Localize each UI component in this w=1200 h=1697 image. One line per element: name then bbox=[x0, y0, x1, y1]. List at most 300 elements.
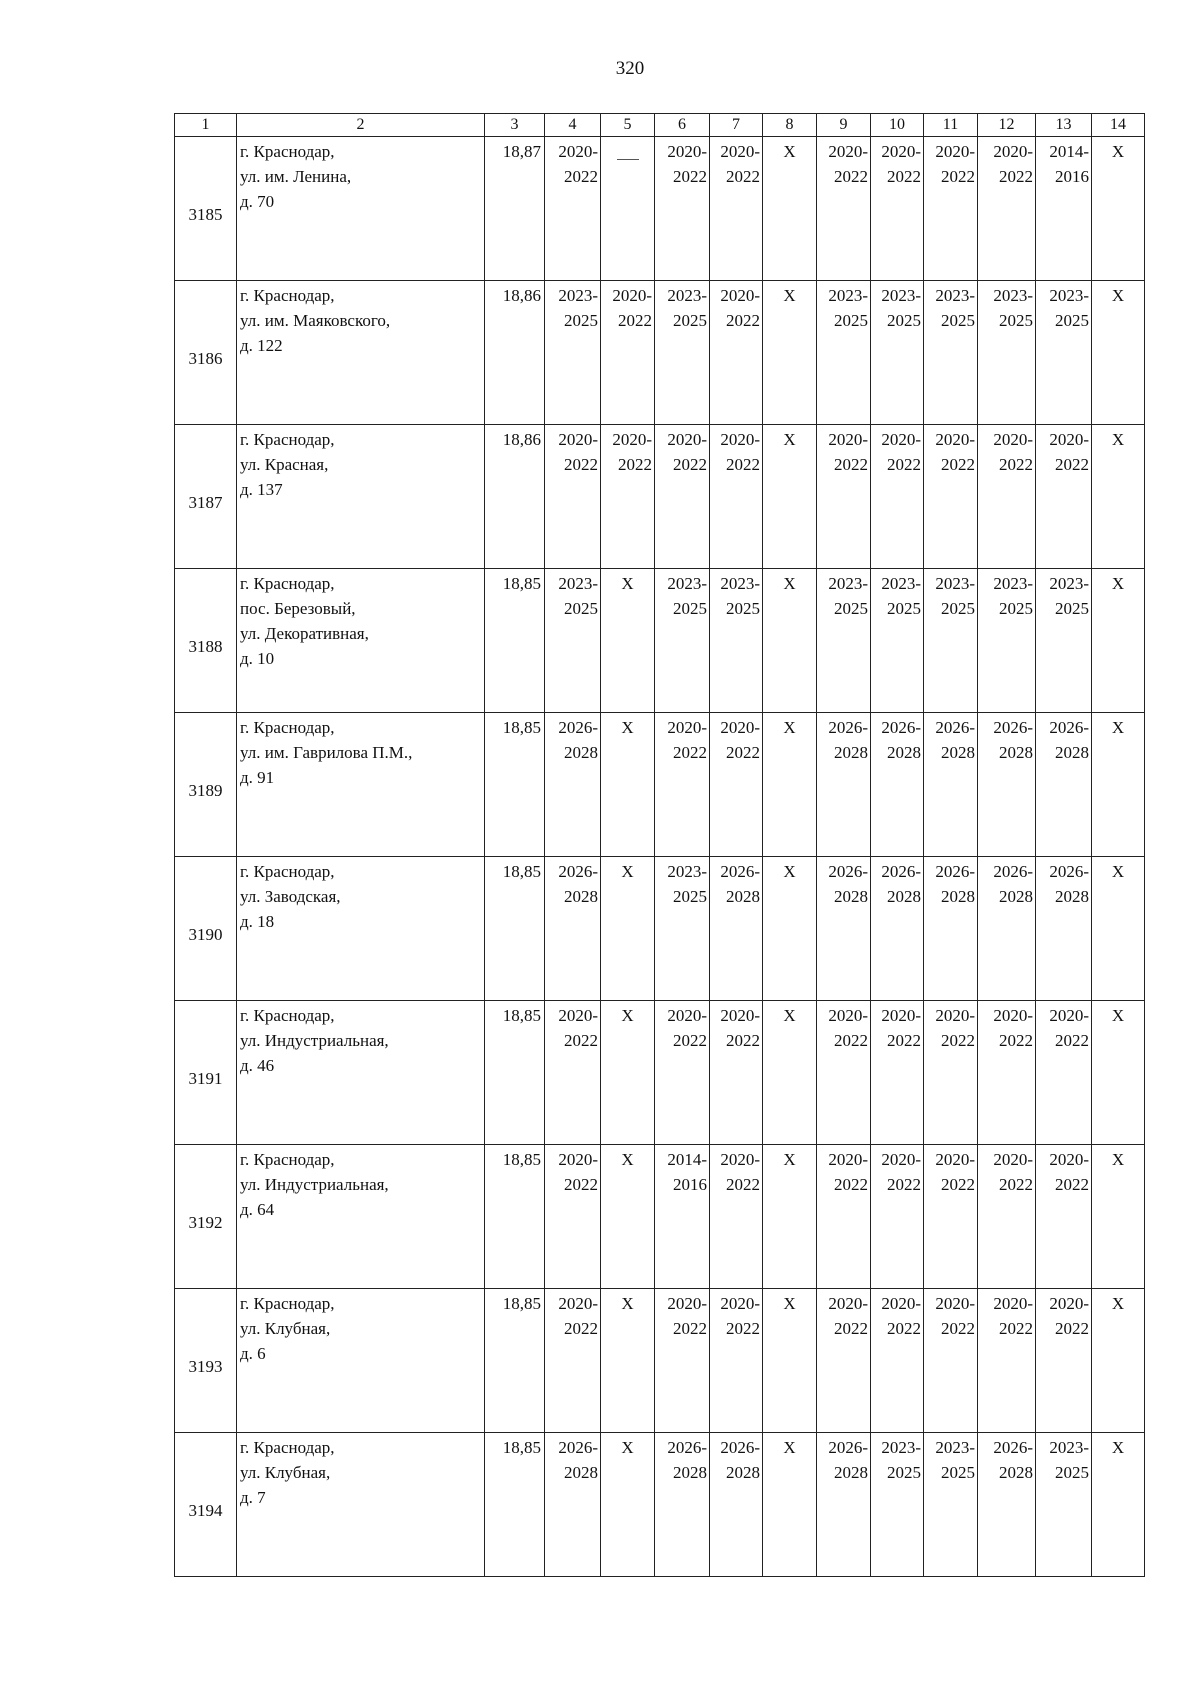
period-part: 2023- bbox=[935, 574, 975, 593]
period-part: 2020- bbox=[667, 430, 707, 449]
not-applicable-mark-c5: X bbox=[601, 1433, 655, 1577]
period-cell-c12 bbox=[978, 1145, 1036, 1289]
period-cell-c11 bbox=[924, 1433, 978, 1577]
empty-dash-cell bbox=[601, 137, 655, 281]
address-line: ул. Декоративная, bbox=[240, 624, 369, 643]
period-cell-c12 bbox=[978, 713, 1036, 857]
period-part: 2028 bbox=[673, 1463, 707, 1482]
period-part: 2025 bbox=[564, 311, 598, 330]
period-part: 2023- bbox=[881, 286, 921, 305]
address-line: д. 122 bbox=[240, 336, 283, 355]
period-part: 2016 bbox=[1055, 167, 1089, 186]
period-part: 2020- bbox=[720, 718, 760, 737]
period-part: 2026- bbox=[720, 1438, 760, 1457]
period-part: 2020- bbox=[993, 1006, 1033, 1025]
period-cell-c10 bbox=[871, 137, 924, 281]
period-part: 2020- bbox=[720, 430, 760, 449]
period-part: 2022 bbox=[834, 1031, 868, 1050]
period-cell-c6 bbox=[655, 1433, 710, 1577]
period-part: 2022 bbox=[887, 1319, 921, 1338]
not-applicable-mark-c5: X bbox=[601, 713, 655, 857]
period-cell-c6 bbox=[655, 425, 710, 569]
period-part: 2023- bbox=[667, 862, 707, 881]
period-part: 2028 bbox=[1055, 887, 1089, 906]
address-line: г. Краснодар, bbox=[240, 142, 335, 161]
period-part: 2022 bbox=[564, 1031, 598, 1050]
period-part: 2023- bbox=[993, 286, 1033, 305]
period-part: 2025 bbox=[834, 311, 868, 330]
period-part: 2014- bbox=[1049, 142, 1089, 161]
period-part: 2020- bbox=[612, 286, 652, 305]
column-header: 13 bbox=[1036, 114, 1092, 137]
period-part: 2022 bbox=[999, 167, 1033, 186]
address-line: ул. им. Маяковского, bbox=[240, 311, 391, 330]
period-part: 2022 bbox=[673, 743, 707, 762]
period-part: 2020- bbox=[881, 1294, 921, 1313]
area-cell: 18,85 bbox=[485, 1433, 545, 1577]
period-part: 2023- bbox=[1049, 1438, 1089, 1457]
address-line: д. 70 bbox=[240, 192, 275, 211]
period-cell-c13 bbox=[1036, 1001, 1092, 1145]
period-cell-c6 bbox=[655, 1145, 710, 1289]
period-cell-c10 bbox=[871, 281, 924, 425]
period-cell-c13 bbox=[1036, 1433, 1092, 1577]
period-cell-c6 bbox=[655, 1001, 710, 1145]
period-cell-c10 bbox=[871, 569, 924, 713]
period-part: 2026- bbox=[1049, 862, 1089, 881]
period-cell-c11 bbox=[924, 1289, 978, 1433]
not-applicable-mark-c8: X bbox=[763, 1145, 817, 1289]
period-part: 2025 bbox=[834, 599, 868, 618]
address-line: г. Краснодар, bbox=[240, 286, 335, 305]
period-part: 2026- bbox=[828, 862, 868, 881]
register-body bbox=[175, 137, 1145, 1577]
period-part: 2028 bbox=[834, 743, 868, 762]
period-part: 2020- bbox=[993, 142, 1033, 161]
period-part: 2022 bbox=[673, 167, 707, 186]
period-part: 2020- bbox=[881, 1150, 921, 1169]
address-line: г. Краснодар, bbox=[240, 862, 335, 881]
period-cell-c4 bbox=[545, 425, 601, 569]
period-part: 2026- bbox=[720, 862, 760, 881]
area-cell: 18,85 bbox=[485, 857, 545, 1001]
period-part: 2020- bbox=[667, 1006, 707, 1025]
period-part: 2022 bbox=[673, 1031, 707, 1050]
period-part: 2028 bbox=[887, 743, 921, 762]
address-line: г. Краснодар, bbox=[240, 430, 335, 449]
period-cell-c9 bbox=[817, 425, 871, 569]
period-cell-c4 bbox=[545, 137, 601, 281]
period-cell-c7 bbox=[710, 1433, 763, 1577]
column-header: 5 bbox=[601, 114, 655, 137]
period-cell-c11 bbox=[924, 713, 978, 857]
period-part: 2022 bbox=[887, 167, 921, 186]
period-part: 2022 bbox=[564, 1319, 598, 1338]
period-part: 2020- bbox=[667, 1294, 707, 1313]
column-header: 4 bbox=[545, 114, 601, 137]
period-cell-c12 bbox=[978, 137, 1036, 281]
not-applicable-mark-c5: X bbox=[601, 1289, 655, 1433]
period-part: 2020- bbox=[935, 1006, 975, 1025]
not-applicable-mark-c5: X bbox=[601, 569, 655, 713]
address-cell bbox=[237, 425, 485, 569]
period-cell-c10 bbox=[871, 713, 924, 857]
period-part: 2020- bbox=[720, 1006, 760, 1025]
period-cell-c7 bbox=[710, 281, 763, 425]
period-cell-c11 bbox=[924, 281, 978, 425]
period-cell-c13 bbox=[1036, 1289, 1092, 1433]
address-line: д. 91 bbox=[240, 768, 275, 787]
period-part: 2020- bbox=[558, 1150, 598, 1169]
period-part: 2020- bbox=[828, 1150, 868, 1169]
period-part: 2020- bbox=[993, 1294, 1033, 1313]
row-number: 3192 bbox=[175, 1145, 237, 1289]
area-cell: 18,85 bbox=[485, 569, 545, 713]
address-cell bbox=[237, 1145, 485, 1289]
not-applicable-mark-c8: X bbox=[763, 137, 817, 281]
period-part: 2022 bbox=[834, 167, 868, 186]
period-cell-c6 bbox=[655, 281, 710, 425]
not-applicable-mark-c5: X bbox=[601, 1145, 655, 1289]
address-line: д. 46 bbox=[240, 1056, 275, 1075]
table-row bbox=[175, 713, 1145, 857]
period-part: 2022 bbox=[726, 1175, 760, 1194]
period-cell-c7 bbox=[710, 1289, 763, 1433]
address-line: ул. Заводская, bbox=[240, 887, 341, 906]
period-part: 2023- bbox=[558, 574, 598, 593]
column-header: 11 bbox=[924, 114, 978, 137]
address-line: д. 137 bbox=[240, 480, 283, 499]
period-cell-c10 bbox=[871, 1001, 924, 1145]
period-part: 2022 bbox=[618, 311, 652, 330]
period-part: 2022 bbox=[834, 455, 868, 474]
period-cell-c6 bbox=[655, 1289, 710, 1433]
period-cell-c11 bbox=[924, 425, 978, 569]
period-part: 2020- bbox=[881, 142, 921, 161]
row-number: 3187 bbox=[175, 425, 237, 569]
period-cell-c4 bbox=[545, 713, 601, 857]
period-part: 2022 bbox=[941, 1319, 975, 1338]
period-part: 2026- bbox=[667, 1438, 707, 1457]
period-cell-c12 bbox=[978, 569, 1036, 713]
table-row bbox=[175, 281, 1145, 425]
not-applicable-mark-c8: X bbox=[763, 713, 817, 857]
period-part: 2025 bbox=[673, 599, 707, 618]
area-cell: 18,87 bbox=[485, 137, 545, 281]
period-cell-c13 bbox=[1036, 281, 1092, 425]
period-cell-c11 bbox=[924, 1001, 978, 1145]
period-part: 2020- bbox=[558, 430, 598, 449]
period-part: 2020- bbox=[993, 1150, 1033, 1169]
column-header: 2 bbox=[237, 114, 485, 137]
period-part: 2022 bbox=[1055, 1031, 1089, 1050]
table-row bbox=[175, 1145, 1145, 1289]
period-part: 2022 bbox=[1055, 1319, 1089, 1338]
page-number: 320 bbox=[615, 58, 645, 79]
not-applicable-mark-c8: X bbox=[763, 569, 817, 713]
period-cell-c10 bbox=[871, 1433, 924, 1577]
period-part: 2028 bbox=[941, 887, 975, 906]
address-line: г. Краснодар, bbox=[240, 1294, 335, 1313]
period-cell-c13 bbox=[1036, 857, 1092, 1001]
period-cell-c7 bbox=[710, 713, 763, 857]
period-cell-c12 bbox=[978, 281, 1036, 425]
period-part: 2022 bbox=[564, 455, 598, 474]
period-part: 2022 bbox=[726, 455, 760, 474]
period-part: 2020- bbox=[667, 142, 707, 161]
period-cell-c13 bbox=[1036, 1145, 1092, 1289]
period-part: 2023- bbox=[720, 574, 760, 593]
period-cell-c4 bbox=[545, 1001, 601, 1145]
period-cell-c11 bbox=[924, 857, 978, 1001]
address-line: ул. Индустриальная, bbox=[240, 1031, 389, 1050]
period-part: 2020- bbox=[1049, 1006, 1089, 1025]
period-part: 2026- bbox=[828, 1438, 868, 1457]
period-part: 2020- bbox=[667, 718, 707, 737]
period-part: 2022 bbox=[726, 743, 760, 762]
not-applicable-mark-c14: X bbox=[1092, 1433, 1145, 1577]
period-part: 2023- bbox=[935, 286, 975, 305]
period-part: 2026- bbox=[1049, 718, 1089, 737]
address-line: г. Краснодар, bbox=[240, 1438, 335, 1457]
period-part: 2022 bbox=[1055, 1175, 1089, 1194]
area-cell: 18,86 bbox=[485, 281, 545, 425]
period-part: 2025 bbox=[726, 599, 760, 618]
period-part: 2022 bbox=[941, 1175, 975, 1194]
area-cell: 18,85 bbox=[485, 1289, 545, 1433]
row-number: 3194 bbox=[175, 1433, 237, 1577]
period-cell-c11 bbox=[924, 137, 978, 281]
period-part: 2022 bbox=[726, 311, 760, 330]
period-cell-c4 bbox=[545, 281, 601, 425]
period-part: 2022 bbox=[673, 1319, 707, 1338]
period-cell-c9 bbox=[817, 1001, 871, 1145]
not-applicable-mark-c14: X bbox=[1092, 137, 1145, 281]
period-part: 2020- bbox=[720, 1294, 760, 1313]
period-cell-c7 bbox=[710, 1001, 763, 1145]
period-part: 2023- bbox=[881, 574, 921, 593]
area-cell: 18,85 bbox=[485, 1001, 545, 1145]
period-part: 2022 bbox=[1055, 455, 1089, 474]
row-number: 3191 bbox=[175, 1001, 237, 1145]
address-line: д. 6 bbox=[240, 1344, 266, 1363]
period-cell-c9 bbox=[817, 281, 871, 425]
address-line: ул. Клубная, bbox=[240, 1463, 331, 1482]
not-applicable-mark-c14: X bbox=[1092, 281, 1145, 425]
period-part: 2028 bbox=[726, 887, 760, 906]
period-part: 2014- bbox=[667, 1150, 707, 1169]
period-part: 2020- bbox=[828, 1294, 868, 1313]
address-line: д. 18 bbox=[240, 912, 275, 931]
period-part: 2026- bbox=[558, 862, 598, 881]
period-part: 2028 bbox=[1055, 743, 1089, 762]
period-part: 2020- bbox=[1049, 430, 1089, 449]
period-part: 2020- bbox=[720, 286, 760, 305]
column-header: 14 bbox=[1092, 114, 1145, 137]
period-cell-c7 bbox=[710, 857, 763, 1001]
period-part: 2026- bbox=[558, 718, 598, 737]
period-part: 2023- bbox=[558, 286, 598, 305]
period-part: 2020- bbox=[1049, 1294, 1089, 1313]
period-part: 2023- bbox=[667, 574, 707, 593]
not-applicable-mark-c5: X bbox=[601, 1001, 655, 1145]
period-part: 2020- bbox=[558, 1006, 598, 1025]
period-part: 2028 bbox=[726, 1463, 760, 1482]
period-part: 2028 bbox=[834, 887, 868, 906]
not-applicable-mark-c14: X bbox=[1092, 857, 1145, 1001]
period-part: 2020- bbox=[935, 1294, 975, 1313]
period-part: 2028 bbox=[834, 1463, 868, 1482]
period-part: 2020- bbox=[720, 1150, 760, 1169]
period-cell-c9 bbox=[817, 1145, 871, 1289]
period-cell-c5 bbox=[601, 281, 655, 425]
period-part: 2025 bbox=[941, 311, 975, 330]
column-header: 7 bbox=[710, 114, 763, 137]
period-part: 2026- bbox=[993, 1438, 1033, 1457]
period-cell-c4 bbox=[545, 569, 601, 713]
period-part: 2023- bbox=[935, 1438, 975, 1457]
period-part: 2020- bbox=[828, 142, 868, 161]
address-line: д. 7 bbox=[240, 1488, 266, 1507]
period-part: 2028 bbox=[564, 743, 598, 762]
period-part: 2026- bbox=[993, 718, 1033, 737]
period-cell-c6 bbox=[655, 713, 710, 857]
not-applicable-mark-c14: X bbox=[1092, 425, 1145, 569]
address-cell bbox=[237, 137, 485, 281]
period-part: 2028 bbox=[564, 1463, 598, 1482]
period-part: 2022 bbox=[887, 1031, 921, 1050]
period-part: 2020- bbox=[993, 430, 1033, 449]
period-part: 2020- bbox=[828, 1006, 868, 1025]
address-line: ул. им. Ленина, bbox=[240, 167, 352, 186]
period-cell-c9 bbox=[817, 1433, 871, 1577]
period-part: 2020- bbox=[935, 430, 975, 449]
period-cell-c9 bbox=[817, 137, 871, 281]
period-part: 2022 bbox=[673, 455, 707, 474]
not-applicable-mark-c8: X bbox=[763, 1289, 817, 1433]
not-applicable-mark-c14: X bbox=[1092, 569, 1145, 713]
table-row bbox=[175, 569, 1145, 713]
address-cell bbox=[237, 1289, 485, 1433]
period-cell-c12 bbox=[978, 1289, 1036, 1433]
address-line: д. 10 bbox=[240, 649, 275, 668]
period-part: 2020- bbox=[1049, 1150, 1089, 1169]
row-number: 3185 bbox=[175, 137, 237, 281]
period-part: 2022 bbox=[726, 1031, 760, 1050]
period-part: 2020- bbox=[558, 1294, 598, 1313]
table-row bbox=[175, 1289, 1145, 1433]
period-part: 2022 bbox=[618, 455, 652, 474]
period-part: 2022 bbox=[941, 1031, 975, 1050]
period-part: 2023- bbox=[881, 1438, 921, 1457]
address-line: ул. Индустриальная, bbox=[240, 1175, 389, 1194]
column-header: 1 bbox=[175, 114, 237, 137]
period-part: 2026- bbox=[881, 862, 921, 881]
period-cell-c7 bbox=[710, 137, 763, 281]
not-applicable-mark-c14: X bbox=[1092, 1145, 1145, 1289]
period-cell-c10 bbox=[871, 425, 924, 569]
period-part: 2028 bbox=[999, 743, 1033, 762]
period-part: 2022 bbox=[564, 167, 598, 186]
period-cell-c7 bbox=[710, 569, 763, 713]
period-part: 2025 bbox=[999, 311, 1033, 330]
period-part: 2026- bbox=[993, 862, 1033, 881]
not-applicable-mark-c8: X bbox=[763, 425, 817, 569]
period-part: 2020- bbox=[881, 430, 921, 449]
period-part: 2022 bbox=[999, 1031, 1033, 1050]
address-cell bbox=[237, 569, 485, 713]
period-part: 2020- bbox=[935, 1150, 975, 1169]
period-cell-c6 bbox=[655, 137, 710, 281]
period-cell-c7 bbox=[710, 425, 763, 569]
address-cell bbox=[237, 713, 485, 857]
period-part: 2026- bbox=[558, 1438, 598, 1457]
address-line: г. Краснодар, bbox=[240, 1006, 335, 1025]
address-line: г. Краснодар, bbox=[240, 1150, 335, 1169]
period-cell-c7 bbox=[710, 1145, 763, 1289]
period-part: 2025 bbox=[999, 599, 1033, 618]
period-cell-c4 bbox=[545, 1289, 601, 1433]
area-cell: 18,85 bbox=[485, 1145, 545, 1289]
period-part: 2022 bbox=[834, 1319, 868, 1338]
period-part: 2020- bbox=[828, 430, 868, 449]
period-part: 2025 bbox=[1055, 1463, 1089, 1482]
address-line: д. 64 bbox=[240, 1200, 275, 1219]
table-row bbox=[175, 137, 1145, 281]
address-line: г. Краснодар, bbox=[240, 718, 335, 737]
period-part: 2025 bbox=[673, 311, 707, 330]
address-line: ул. Клубная, bbox=[240, 1319, 331, 1338]
period-cell-c12 bbox=[978, 425, 1036, 569]
period-cell-c4 bbox=[545, 1145, 601, 1289]
period-cell-c6 bbox=[655, 569, 710, 713]
not-applicable-mark-c8: X bbox=[763, 281, 817, 425]
period-cell-c13 bbox=[1036, 137, 1092, 281]
not-applicable-mark-c8: X bbox=[763, 1001, 817, 1145]
not-applicable-mark-c14: X bbox=[1092, 1001, 1145, 1145]
period-cell-c12 bbox=[978, 1001, 1036, 1145]
address-cell bbox=[237, 1433, 485, 1577]
address-line: ул. Красная, bbox=[240, 455, 329, 474]
period-part: 2025 bbox=[887, 311, 921, 330]
row-number: 3186 bbox=[175, 281, 237, 425]
period-part: 2022 bbox=[834, 1175, 868, 1194]
period-part: 2025 bbox=[941, 1463, 975, 1482]
column-header: 9 bbox=[817, 114, 871, 137]
address-cell bbox=[237, 857, 485, 1001]
period-part: 2023- bbox=[1049, 286, 1089, 305]
table-row bbox=[175, 857, 1145, 1001]
column-header: 10 bbox=[871, 114, 924, 137]
address-cell bbox=[237, 1001, 485, 1145]
period-part: 2026- bbox=[828, 718, 868, 737]
period-cell-c9 bbox=[817, 713, 871, 857]
period-part: 2028 bbox=[887, 887, 921, 906]
address-line: пос. Березовый, bbox=[240, 599, 356, 618]
period-part: 2022 bbox=[999, 1175, 1033, 1194]
period-part: 2022 bbox=[726, 167, 760, 186]
period-part: 2023- bbox=[828, 286, 868, 305]
period-cell-c13 bbox=[1036, 569, 1092, 713]
row-number: 3193 bbox=[175, 1289, 237, 1433]
not-applicable-mark-c5: X bbox=[601, 857, 655, 1001]
period-part: 2020- bbox=[612, 430, 652, 449]
period-part: 2020- bbox=[720, 142, 760, 161]
period-part: 2025 bbox=[673, 887, 707, 906]
period-cell-c10 bbox=[871, 1145, 924, 1289]
row-number: 3190 bbox=[175, 857, 237, 1001]
period-part: 2026- bbox=[935, 862, 975, 881]
